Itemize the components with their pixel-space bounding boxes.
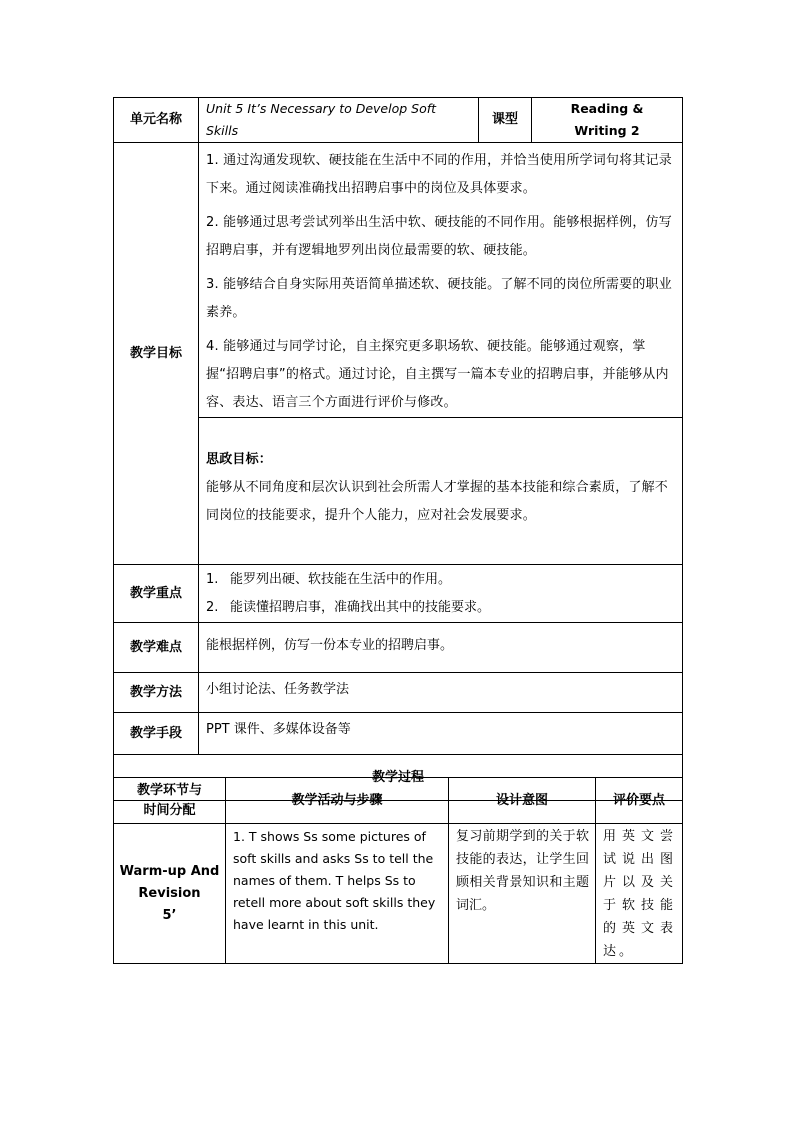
methods-text: 小组讨论法、任务教学法 <box>199 673 683 713</box>
ideology-text: 能够从不同角度和层次认识到社会所需人才掌握的基本技能和综合素质，了解不同岗位的技能要求，提升个人能力，应对社会发展要求。 <box>206 480 669 523</box>
stage-header-line1: 教学环节与 <box>136 782 202 798</box>
difficulties-label: 教学难点 <box>114 623 199 673</box>
intent-column-header: 设计意图 <box>449 778 596 824</box>
process-title: 教学过程 <box>114 755 683 801</box>
means-label: 教学手段 <box>114 713 199 755</box>
key-point-number: 2. <box>206 599 219 615</box>
lesson-plan-table <box>113 97 683 801</box>
objectives-label: 教学目标 <box>114 143 199 565</box>
unit-row <box>114 98 683 143</box>
stage-cell <box>114 824 226 964</box>
objectives-row <box>114 143 683 418</box>
objective-item: 1. 通过沟通发现软、硬技能在生活中不同的作用，并恰当使用所学词句将其记录下来。通过阅读准确找出招聘启事中的岗位及具体要求。 <box>206 153 672 196</box>
unit-label: 单元名称 <box>114 98 199 143</box>
key-point-item <box>206 566 676 594</box>
difficulties-text: 能根据样例，仿写一份本专业的招聘启事。 <box>199 623 683 673</box>
evaluation-column-header: 评价要点 <box>596 778 683 824</box>
type-label: 课型 <box>479 98 532 143</box>
means-text: PPT 课件、多媒体设备等 <box>199 713 683 755</box>
type-value-line1: Reading & <box>570 101 644 116</box>
activities-cell: 1. T shows Ss some pictures of soft skills and asks Ss to tell the names of them. T helps Ss to retell more about soft skills they have learnt in this unit. <box>226 824 449 964</box>
unit-name: Unit 5 It’s Necessary to Develop Soft Skills <box>199 98 479 143</box>
type-value-line2: Writing 2 <box>574 123 640 138</box>
key-point-text: 能读懂招聘启事，准确找出其中的技能要求。 <box>230 599 491 615</box>
process-row <box>114 824 683 964</box>
key-points-row <box>114 565 683 623</box>
objective-item: 2. 能够通过思考尝试列举出生活中软、硬技能的不同作用。能够根据样例，仿写招聘启事，并有逻辑地罗列出岗位最需要的软、硬技能。 <box>206 215 672 258</box>
process-header-row <box>114 778 683 824</box>
objectives-list <box>199 143 683 418</box>
stage-line3: 5’ <box>162 907 177 923</box>
key-points-label: 教学重点 <box>114 565 199 623</box>
stage-column-header <box>114 778 226 824</box>
key-point-text: 能罗列出硬、软技能在生活中的作用。 <box>230 571 452 587</box>
evaluation-cell: 用英文尝试说出图片以及关于软技能的英文表达。 <box>596 824 683 964</box>
activities-column-header: 教学活动与步骤 <box>226 778 449 824</box>
key-points-list <box>199 565 683 623</box>
key-point-item <box>206 594 676 622</box>
intent-cell: 复习前期学到的关于软技能的表达，让学生回顾相关背景知识和主题词汇。 <box>449 824 596 964</box>
stage-line2: Revision <box>138 885 201 901</box>
methods-row <box>114 673 683 713</box>
objective-item: 3. 能够结合自身实际用英语简单描述软、硬技能。了解不同的岗位所需要的职业素养。 <box>206 277 672 320</box>
ideology-row <box>114 418 683 565</box>
difficulties-row <box>114 623 683 673</box>
stage-line1: Warm-up And <box>119 863 220 879</box>
key-point-number: 1. <box>206 571 219 587</box>
methods-label: 教学方法 <box>114 673 199 713</box>
type-value <box>532 98 683 143</box>
means-row <box>114 713 683 755</box>
ideology-title: 思政目标： <box>206 452 273 467</box>
objective-item: 4. 能够通过与同学讨论，自主探究更多职场软、硬技能。能够通过观察，掌握“招聘启事”的格式。通过讨论，自主撰写一篇本专业的招聘启事，并能够从内容、表达、语言三个方面进行评价与修改。 <box>206 339 669 410</box>
ideology-cell <box>199 418 683 565</box>
process-table <box>113 777 683 964</box>
stage-header-line2: 时间分配 <box>143 802 196 818</box>
